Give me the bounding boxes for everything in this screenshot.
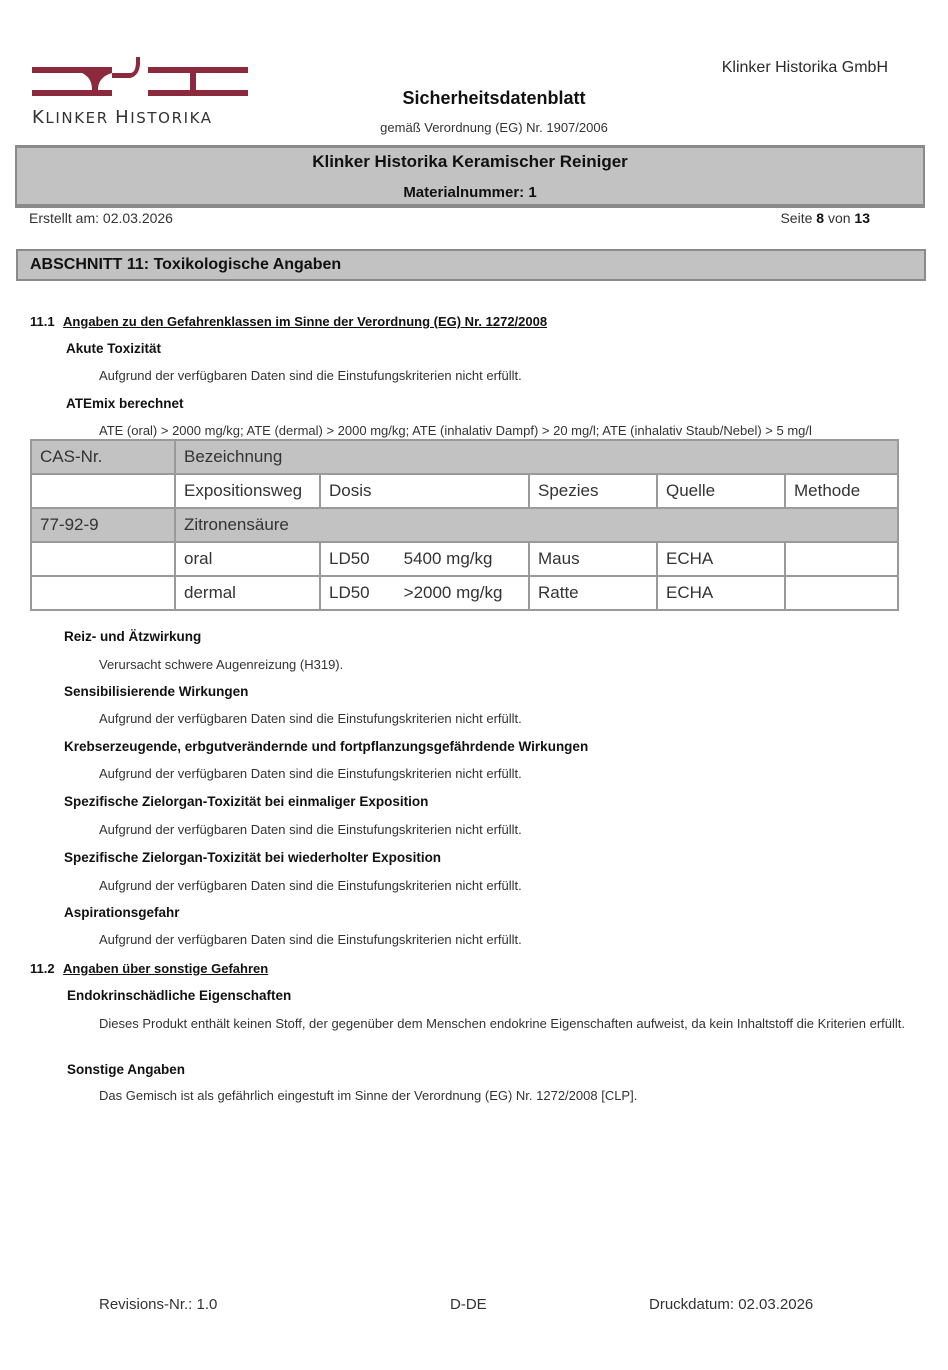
subsection-11-1-heading bbox=[30, 313, 547, 331]
section-header-box bbox=[16, 249, 926, 281]
other-info-heading: Sonstige Angaben bbox=[67, 1062, 186, 1077]
other-info-text: Das Gemisch ist als gefährlich eingestuft im Sinne der Verordnung (EG) Nr. 1272/2008 [CLP]. bbox=[99, 1088, 638, 1103]
acute-toxicity-heading: Akute Toxizität bbox=[66, 341, 162, 356]
page-current: 8 bbox=[816, 210, 825, 226]
species-cell: Maus bbox=[529, 542, 657, 576]
stot-single-text: Aufgrund der verfügbaren Daten sind die Einstufungskriterien nicht erfüllt. bbox=[99, 822, 522, 837]
logo-text: KLINKER HISTORIKA bbox=[32, 107, 213, 128]
endocrine-text: Dieses Produkt enthält keinen Stoff, der gegenüber dem Menschen endokrine Eigenschaften aufweist, da kein Inhaltstoff die Kriterien erfüllt. bbox=[99, 1016, 906, 1031]
acute-toxicity-text: Aufgrund der verfügbaren Daten sind die Einstufungskriterien nicht erfüllt. bbox=[99, 368, 522, 383]
empty-cell bbox=[31, 542, 175, 576]
sensitisation-heading: Sensibilisierende Wirkungen bbox=[64, 684, 249, 699]
dose-type: LD50 bbox=[329, 549, 370, 568]
document-title: Sicherheitsdatenblatt bbox=[402, 88, 586, 108]
print-date: Druckdatum: 02.03.2026 bbox=[649, 1296, 814, 1313]
species-cell: Ratte bbox=[529, 576, 657, 610]
subsection-title: Angaben über sonstige Gefahren bbox=[63, 961, 269, 976]
method-cell bbox=[785, 576, 898, 610]
irritation-heading: Reiz- und Ätzwirkung bbox=[64, 629, 202, 644]
dose-cell bbox=[320, 576, 529, 610]
dose-cell bbox=[320, 542, 529, 576]
endocrine-heading: Endokrinschädliche Eigenschaften bbox=[67, 988, 292, 1003]
substance-row bbox=[31, 508, 898, 542]
cmr-heading: Krebserzeugende, erbgutverändernde und fortpflanzungsgefährdende Wirkungen bbox=[64, 739, 589, 754]
subsection-11-2-heading bbox=[30, 960, 268, 978]
irritation-text: Verursacht schwere Augenreizung (H319). bbox=[99, 657, 344, 672]
method-cell bbox=[785, 542, 898, 576]
page-of: von bbox=[827, 210, 851, 226]
page-label: Seite bbox=[780, 210, 813, 226]
stot-repeated-heading: Spezifische Zielorgan-Toxizität bei wiederholter Exposition bbox=[64, 850, 442, 865]
header-dose: Dosis bbox=[320, 474, 529, 508]
locale-code: D-DE bbox=[450, 1296, 487, 1313]
material-number: Materialnummer: 1 bbox=[403, 184, 537, 201]
source-cell: ECHA bbox=[657, 576, 785, 610]
substance-name: Zitronensäure bbox=[175, 508, 898, 542]
section-title: ABSCHNITT 11: Toxikologische Angaben bbox=[30, 256, 342, 273]
subsection-title: Angaben zu den Gefahrenklassen im Sinne der Verordnung (EG) Nr. 1272/2008 bbox=[63, 314, 548, 329]
company-name: Klinker Historika GmbH bbox=[721, 59, 888, 76]
stot-single-heading: Spezifische Zielorgan-Toxizität bei einmaliger Exposition bbox=[64, 794, 429, 809]
substance-cas: 77-92-9 bbox=[31, 508, 175, 542]
header-cas: CAS-Nr. bbox=[31, 440, 175, 474]
empty-cell bbox=[31, 474, 175, 508]
atemix-heading: ATEmix berechnet bbox=[66, 396, 184, 411]
aspiration-heading: Aspirationsgefahr bbox=[64, 905, 180, 920]
stot-repeated-text: Aufgrund der verfügbaren Daten sind die Einstufungskriterien nicht erfüllt. bbox=[99, 878, 522, 893]
dose-value: 5400 mg/kg bbox=[403, 549, 493, 568]
page-indicator bbox=[780, 210, 870, 226]
table-subheader-row bbox=[31, 474, 898, 508]
table-row bbox=[31, 542, 898, 576]
route-cell: oral bbox=[175, 542, 320, 576]
header-route: Expositionsweg bbox=[175, 474, 320, 508]
header-method: Methode bbox=[785, 474, 898, 508]
sensitisation-text: Aufgrund der verfügbaren Daten sind die Einstufungskriterien nicht erfüllt. bbox=[99, 711, 522, 726]
toxicology-table bbox=[30, 439, 899, 611]
created-date: Erstellt am: 02.03.2026 bbox=[29, 210, 173, 226]
table-row bbox=[31, 576, 898, 610]
header-source: Quelle bbox=[657, 474, 785, 508]
subsection-number: 11.2 bbox=[30, 961, 55, 976]
empty-cell bbox=[31, 576, 175, 610]
atemix-text: ATE (oral) > 2000 mg/kg; ATE (dermal) > 2000 mg/kg; ATE (inhalativ Dampf) > 20 mg/l; ATE (inhalativ Staub/Nebel) > 5 mg/l bbox=[99, 423, 812, 438]
product-header-box bbox=[15, 145, 925, 208]
route-cell: dermal bbox=[175, 576, 320, 610]
subsection-number: 11.1 bbox=[30, 314, 55, 329]
dose-value: >2000 mg/kg bbox=[403, 583, 503, 602]
table-header-row bbox=[31, 440, 898, 474]
document-subtitle: gemäß Verordnung (EG) Nr. 1907/2006 bbox=[380, 120, 608, 135]
aspiration-text: Aufgrund der verfügbaren Daten sind die Einstufungskriterien nicht erfüllt. bbox=[99, 932, 522, 947]
page-total: 13 bbox=[854, 210, 870, 226]
header-designation: Bezeichnung bbox=[175, 440, 898, 474]
cmr-text: Aufgrund der verfügbaren Daten sind die Einstufungskriterien nicht erfüllt. bbox=[99, 766, 522, 781]
product-name: Klinker Historika Keramischer Reiniger bbox=[312, 152, 628, 171]
source-cell: ECHA bbox=[657, 542, 785, 576]
dose-type: LD50 bbox=[329, 583, 370, 602]
revision-number: Revisions-Nr.: 1.0 bbox=[99, 1296, 218, 1313]
header-species: Spezies bbox=[529, 474, 657, 508]
